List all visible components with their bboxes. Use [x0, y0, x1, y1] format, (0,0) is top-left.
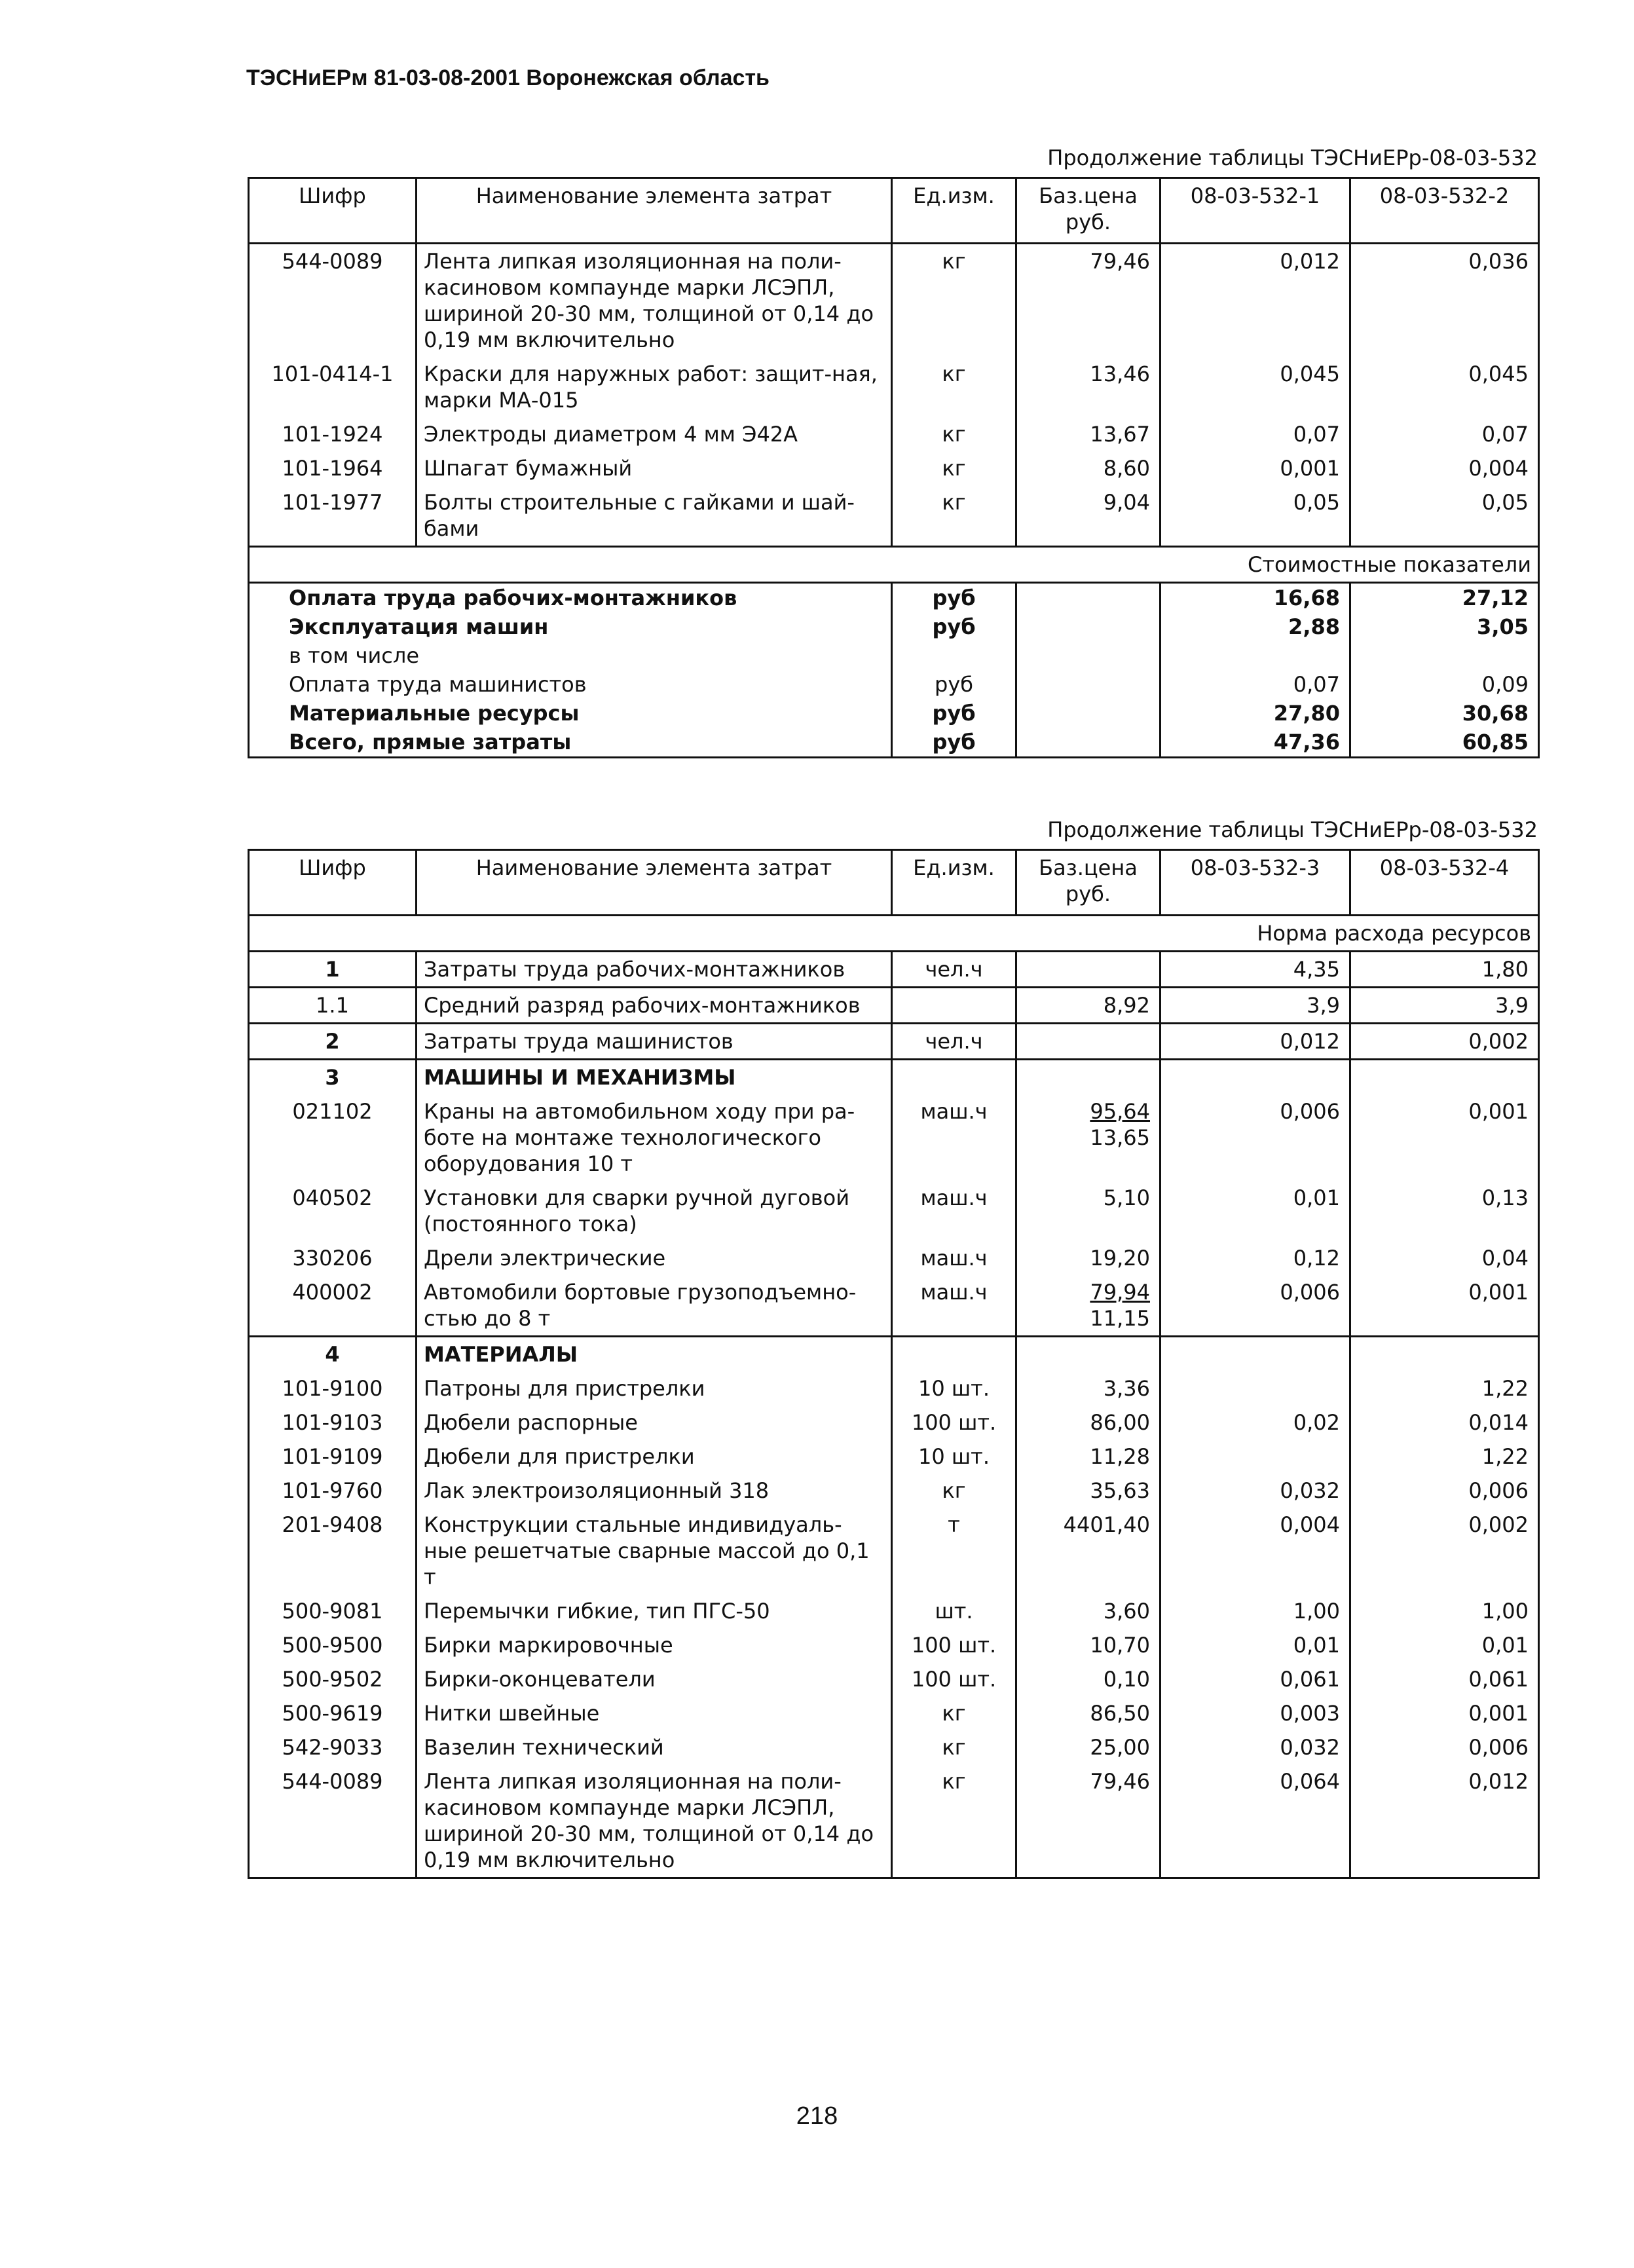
row-code: 101-9100: [249, 1371, 417, 1405]
row-value-1: 0,02: [1161, 1405, 1350, 1440]
cost-label: Материальные ресурсы: [249, 699, 892, 728]
row-unit: маш.ч: [892, 1275, 1016, 1337]
row-value-2: 0,014: [1350, 1405, 1539, 1440]
row-value-2: 0,001: [1350, 1696, 1539, 1730]
cost-heading: Стоимостные показатели: [249, 547, 1539, 583]
table2: [248, 849, 1540, 1879]
table-row: [249, 1405, 1539, 1440]
row-value-2: 0,05: [1350, 485, 1539, 547]
row-price: 25,00: [1016, 1730, 1161, 1764]
row-value-1: 0,012: [1161, 1024, 1350, 1060]
row-name: Средний разряд рабочих-монтажников: [417, 988, 892, 1024]
row-unit: кг: [892, 485, 1016, 547]
row-price: 79,46: [1016, 1764, 1161, 1878]
table-row: [249, 417, 1539, 451]
row-code: 1: [249, 952, 417, 988]
row-unit: кг: [892, 451, 1016, 485]
table-row: [249, 1594, 1539, 1628]
row-name: Перемычки гибкие, тип ПГС-50: [417, 1594, 892, 1628]
row-code: 101-1977: [249, 485, 417, 547]
row-value-1: 0,006: [1161, 1094, 1350, 1181]
row-price: [1016, 1024, 1161, 1060]
row-unit: кг: [892, 1474, 1016, 1508]
cost-label: Всего, прямые затраты: [249, 728, 892, 758]
table-row: [249, 1371, 1539, 1405]
row-price: [1016, 1337, 1161, 1372]
row-value-2: 0,01: [1350, 1628, 1539, 1662]
cost-row: [249, 612, 1539, 641]
cost-price-empty: [1016, 728, 1161, 758]
row-value-1: 0,01: [1161, 1628, 1350, 1662]
row-name: Лак электроизоляционный 318: [417, 1474, 892, 1508]
cost-unit: руб: [892, 670, 1016, 699]
table-row: [249, 1094, 1539, 1181]
row-code: 101-9109: [249, 1440, 417, 1474]
cost-label: Оплата труда машинистов: [249, 670, 892, 699]
row-unit: маш.ч: [892, 1181, 1016, 1241]
row-value-2: 0,002: [1350, 1024, 1539, 1060]
row-unit: 10 шт.: [892, 1371, 1016, 1405]
row-value-1: 0,003: [1161, 1696, 1350, 1730]
row-value-1: 0,012: [1161, 244, 1350, 358]
row-price: 11,28: [1016, 1440, 1161, 1474]
cost-price-empty: [1016, 670, 1161, 699]
table-row: [249, 1508, 1539, 1594]
row-code: 021102: [249, 1094, 417, 1181]
row-price: 4401,40: [1016, 1508, 1161, 1594]
cost-price-empty: [1016, 641, 1161, 670]
row-value-2: 0,036: [1350, 244, 1539, 358]
cost-value-1: 27,80: [1161, 699, 1350, 728]
row-value-1: 4,35: [1161, 952, 1350, 988]
row-unit: 100 шт.: [892, 1628, 1016, 1662]
cost-row: [249, 728, 1539, 758]
row-value-1: 0,064: [1161, 1764, 1350, 1878]
table-row: [249, 952, 1539, 988]
row-unit: 10 шт.: [892, 1440, 1016, 1474]
cost-row: [249, 583, 1539, 613]
norm-heading: Норма расхода ресурсов: [249, 916, 1539, 952]
row-value-2: 1,00: [1350, 1594, 1539, 1628]
header-price: Баз.цена руб.: [1016, 178, 1161, 244]
row-code: 101-9760: [249, 1474, 417, 1508]
row-value-1: 1,00: [1161, 1594, 1350, 1628]
table1-cost-heading-row: [249, 547, 1539, 583]
row-value-1: [1161, 1060, 1350, 1095]
row-price: 5,10: [1016, 1181, 1161, 1241]
row-price: [1016, 952, 1161, 988]
page-number: 218: [796, 2102, 838, 2130]
row-value-2: [1350, 1060, 1539, 1095]
row-value-1: 3,9: [1161, 988, 1350, 1024]
row-unit: кг: [892, 244, 1016, 358]
row-code: 500-9081: [249, 1594, 417, 1628]
table1-body: [249, 244, 1539, 547]
cost-value-2: 0,09: [1350, 670, 1539, 699]
row-code: 500-9502: [249, 1662, 417, 1696]
table1: [248, 177, 1540, 758]
row-price: 10,70: [1016, 1628, 1161, 1662]
row-unit: 100 шт.: [892, 1662, 1016, 1696]
row-value-1: [1161, 1440, 1350, 1474]
row-value-2: 1,22: [1350, 1371, 1539, 1405]
row-price: 3,36: [1016, 1371, 1161, 1405]
row-name: Болты строительные с гайками и шай-бами: [417, 485, 892, 547]
row-code: 040502: [249, 1181, 417, 1241]
row-unit: кг: [892, 1764, 1016, 1878]
row-code: 544-0089: [249, 244, 417, 358]
row-value-2: 0,012: [1350, 1764, 1539, 1878]
header-col1: 08-03-532-1: [1161, 178, 1350, 244]
document-title: ТЭСНиЕРм 81-03-08-2001 Воронежская область: [246, 65, 770, 90]
header-price: Баз.цена руб.: [1016, 850, 1161, 916]
header-col2: 08-03-532-4: [1350, 850, 1539, 916]
row-code: 500-9500: [249, 1628, 417, 1662]
header-name: Наименование элемента затрат: [417, 178, 892, 244]
header-col1: 08-03-532-3: [1161, 850, 1350, 916]
table2-body: [249, 952, 1539, 1878]
cost-value-2: 30,68: [1350, 699, 1539, 728]
row-value-2: 0,061: [1350, 1662, 1539, 1696]
row-name: Установки для сварки ручной дуговой (постоянного тока): [417, 1181, 892, 1241]
row-unit: чел.ч: [892, 1024, 1016, 1060]
cost-row: [249, 699, 1539, 728]
row-name: Краны на автомобильном ходу при ра-боте на монтаже технологического оборудования 10 т: [417, 1094, 892, 1181]
row-name: МАШИНЫ И МЕХАНИЗМЫ: [417, 1060, 892, 1095]
row-name: Лента липкая изоляционная на поли-касиновом компаунде марки ЛСЭПЛ, шириной 20-30 мм, толщиной от 0,14 до 0,19 мм включительно: [417, 244, 892, 358]
row-price: 86,00: [1016, 1405, 1161, 1440]
row-name: Нитки швейные: [417, 1696, 892, 1730]
row-value-1: [1161, 1337, 1350, 1372]
table-row: [249, 1696, 1539, 1730]
cost-row: [249, 670, 1539, 699]
cost-unit: руб: [892, 612, 1016, 641]
row-code: 3: [249, 1060, 417, 1095]
row-price: 13,67: [1016, 417, 1161, 451]
row-code: 1.1: [249, 988, 417, 1024]
row-price-top: 79,94: [1090, 1280, 1150, 1305]
table-row: [249, 1024, 1539, 1060]
row-price: 19,20: [1016, 1241, 1161, 1275]
row-value-2: 0,07: [1350, 417, 1539, 451]
row-value-1: 0,12: [1161, 1241, 1350, 1275]
row-value-1: 0,032: [1161, 1730, 1350, 1764]
row-value-1: 0,001: [1161, 451, 1350, 485]
row-price: 8,60: [1016, 451, 1161, 485]
row-price-bottom: 13,65: [1090, 1125, 1150, 1150]
row-value-1: 0,01: [1161, 1181, 1350, 1241]
table-row: [249, 485, 1539, 547]
row-price-top: 95,64: [1090, 1099, 1150, 1124]
row-value-1: 0,032: [1161, 1474, 1350, 1508]
row-value-2: 1,22: [1350, 1440, 1539, 1474]
cost-value-2: 27,12: [1350, 583, 1539, 613]
row-value-2: 0,13: [1350, 1181, 1539, 1241]
cost-value-1: [1161, 641, 1350, 670]
row-unit: т: [892, 1508, 1016, 1594]
row-price: 86,50: [1016, 1696, 1161, 1730]
header-name: Наименование элемента затрат: [417, 850, 892, 916]
cost-value-1: 2,88: [1161, 612, 1350, 641]
row-value-2: 0,006: [1350, 1474, 1539, 1508]
row-code: 330206: [249, 1241, 417, 1275]
row-price: [1016, 1275, 1161, 1337]
row-code: 4: [249, 1337, 417, 1372]
table2-norm-heading-row: [249, 916, 1539, 952]
cost-unit: руб: [892, 728, 1016, 758]
row-name: Автомобили бортовые грузоподъемно-стью до 8 т: [417, 1275, 892, 1337]
row-name: Затраты труда машинистов: [417, 1024, 892, 1060]
table-row: [249, 1241, 1539, 1275]
table1-costs: [249, 583, 1539, 758]
table-row: [249, 1628, 1539, 1662]
cost-value-2: 60,85: [1350, 728, 1539, 758]
row-price: 35,63: [1016, 1474, 1161, 1508]
row-code: 2: [249, 1024, 417, 1060]
cost-value-1: 47,36: [1161, 728, 1350, 758]
row-unit: кг: [892, 1730, 1016, 1764]
row-name: Электроды диаметром 4 мм Э42А: [417, 417, 892, 451]
row-value-1: 0,05: [1161, 485, 1350, 547]
row-price: 0,10: [1016, 1662, 1161, 1696]
row-price: [1016, 1060, 1161, 1095]
table-row: [249, 1474, 1539, 1508]
row-price: 3,60: [1016, 1594, 1161, 1628]
table-row: [249, 1730, 1539, 1764]
row-price-bottom: 11,15: [1090, 1306, 1150, 1331]
row-value-2: 0,001: [1350, 1275, 1539, 1337]
cost-value-2: 3,05: [1350, 612, 1539, 641]
row-value-2: [1350, 1337, 1539, 1372]
row-value-1: 0,004: [1161, 1508, 1350, 1594]
cost-price-empty: [1016, 612, 1161, 641]
table-row: [249, 1440, 1539, 1474]
row-name: Бирки маркировочные: [417, 1628, 892, 1662]
row-unit: 100 шт.: [892, 1405, 1016, 1440]
row-value-1: 0,006: [1161, 1275, 1350, 1337]
table1-continuation-caption: Продолжение таблицы ТЭСНиЕРр-08-03-532: [1047, 145, 1538, 170]
cost-label: Эксплуатация машин: [249, 612, 892, 641]
row-code: 201-9408: [249, 1508, 417, 1594]
row-unit: кг: [892, 357, 1016, 417]
row-name: Бирки-оконцеватели: [417, 1662, 892, 1696]
row-value-2: 0,002: [1350, 1508, 1539, 1594]
row-name: Дюбели для пристрелки: [417, 1440, 892, 1474]
row-code: 101-1924: [249, 417, 417, 451]
cost-value-2: [1350, 641, 1539, 670]
row-value-2: 0,004: [1350, 451, 1539, 485]
table-row: [249, 357, 1539, 417]
row-unit: маш.ч: [892, 1094, 1016, 1181]
row-code: 542-9033: [249, 1730, 417, 1764]
row-name: Вазелин технический: [417, 1730, 892, 1764]
row-value-2: 1,80: [1350, 952, 1539, 988]
cost-unit: руб: [892, 699, 1016, 728]
table1-header-row: [249, 178, 1539, 244]
row-value-2: 0,001: [1350, 1094, 1539, 1181]
cost-unit: [892, 641, 1016, 670]
row-name: МАТЕРИАЛЫ: [417, 1337, 892, 1372]
header-col2: 08-03-532-2: [1350, 178, 1539, 244]
row-name: Дюбели распорные: [417, 1405, 892, 1440]
cost-price-empty: [1016, 583, 1161, 613]
row-value-1: 0,045: [1161, 357, 1350, 417]
row-value-2: 0,045: [1350, 357, 1539, 417]
table2-continuation-caption: Продолжение таблицы ТЭСНиЕРр-08-03-532: [1047, 817, 1538, 842]
table2-header-row: [249, 850, 1539, 916]
row-name: Конструкции стальные индивидуаль-ные решетчатые сварные массой до 0,1 т: [417, 1508, 892, 1594]
row-unit: чел.ч: [892, 952, 1016, 988]
row-name: Лента липкая изоляционная на поли-касиновом компаунде марки ЛСЭПЛ, шириной 20-30 мм, толщиной от 0,14 до 0,19 мм включительно: [417, 1764, 892, 1878]
header-code: Шифр: [249, 178, 417, 244]
table-row: [249, 1275, 1539, 1337]
table-row: [249, 1662, 1539, 1696]
row-value-1: 0,061: [1161, 1662, 1350, 1696]
table-row: [249, 1764, 1539, 1878]
row-code: 500-9619: [249, 1696, 417, 1730]
row-value-1: 0,07: [1161, 417, 1350, 451]
table-row: [249, 451, 1539, 485]
header-unit: Ед.изм.: [892, 178, 1016, 244]
row-price: 13,46: [1016, 357, 1161, 417]
row-price: 9,04: [1016, 485, 1161, 547]
row-value-1: [1161, 1371, 1350, 1405]
row-code: 544-0089: [249, 1764, 417, 1878]
row-price: 79,46: [1016, 244, 1161, 358]
table-row: [249, 244, 1539, 358]
table-row: [249, 1337, 1539, 1372]
cost-label: в том числе: [249, 641, 892, 670]
cost-row: [249, 641, 1539, 670]
header-unit: Ед.изм.: [892, 850, 1016, 916]
row-name: Дрели электрические: [417, 1241, 892, 1275]
row-value-2: 0,04: [1350, 1241, 1539, 1275]
cost-value-1: 0,07: [1161, 670, 1350, 699]
row-code: 101-1964: [249, 451, 417, 485]
header-code: Шифр: [249, 850, 417, 916]
row-price: 8,92: [1016, 988, 1161, 1024]
row-price: [1016, 1094, 1161, 1181]
row-unit: [892, 988, 1016, 1024]
row-value-2: 0,006: [1350, 1730, 1539, 1764]
row-unit: [892, 1337, 1016, 1372]
row-unit: кг: [892, 1696, 1016, 1730]
table-row: [249, 988, 1539, 1024]
row-name: Затраты труда рабочих-монтажников: [417, 952, 892, 988]
row-name: Патроны для пристрелки: [417, 1371, 892, 1405]
table-row: [249, 1181, 1539, 1241]
cost-value-1: 16,68: [1161, 583, 1350, 613]
row-value-2: 3,9: [1350, 988, 1539, 1024]
row-unit: маш.ч: [892, 1241, 1016, 1275]
row-name: Шпагат бумажный: [417, 451, 892, 485]
row-unit: [892, 1060, 1016, 1095]
row-unit: шт.: [892, 1594, 1016, 1628]
cost-price-empty: [1016, 699, 1161, 728]
table-row: [249, 1060, 1539, 1095]
cost-label: Оплата труда рабочих-монтажников: [249, 583, 892, 613]
row-code: 400002: [249, 1275, 417, 1337]
cost-unit: руб: [892, 583, 1016, 613]
row-unit: кг: [892, 417, 1016, 451]
row-code: 101-9103: [249, 1405, 417, 1440]
row-code: 101-0414-1: [249, 357, 417, 417]
row-name: Краски для наружных работ: защит-ная, марки МА-015: [417, 357, 892, 417]
